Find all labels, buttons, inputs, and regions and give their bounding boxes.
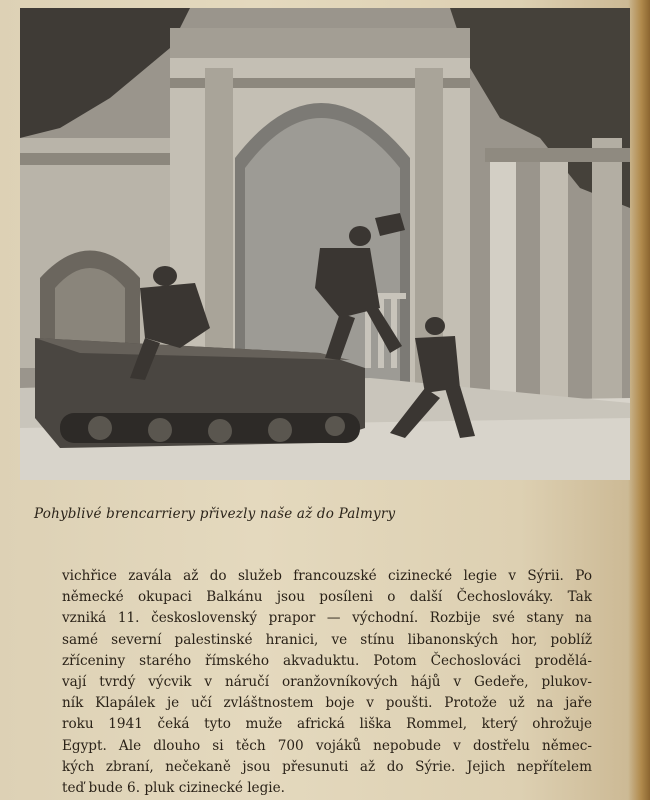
photo-caption: Pohyblivé brencarriery přivezly naše až do Palmyry	[34, 506, 396, 522]
text-line: teď bude 6. pluk cizinecké legie.	[62, 779, 286, 796]
text-line: Egypt. Ale dlouho si těch 700 vojáků nepobude v dostřelu němec-	[62, 737, 592, 754]
text-line: vichřice zavála až do služeb francouzské cizinecké legie v Sýrii. Po	[62, 568, 592, 584]
text-line: roku 1941 čeká tyto muže africká liška Rommel, který ohrožuje	[62, 716, 592, 733]
page-edge-shadow	[628, 0, 650, 800]
body-paragraph	[62, 566, 592, 799]
text-line: vzniká 11. československý prapor — východní. Rozbije své stany na	[62, 610, 592, 627]
text-line: samé severní palestinské hranici, ve stínu libanonských hor, poblíž	[62, 631, 592, 648]
photograph-palmyra-brencarrier	[20, 8, 630, 480]
text-line: ník Klapálek je učí zvláštnostem boje v poušti. Protože už na jaře	[62, 695, 592, 712]
text-line: vají tvrdý výcvik v náručí oranžovníkových hájů v Gedeře, plukov-	[62, 673, 592, 690]
text-line: kých zbraní, nečekaně jsou přesunuti až do Sýrie. Jejich nepřítelem	[62, 758, 592, 775]
text-line: německé okupaci Balkánu jsou posíleni o další Čechoslováky. Tak	[62, 589, 592, 606]
text-line: zříceniny starého římského akvaduktu. Potom Čechoslováci prodělá-	[62, 652, 592, 669]
